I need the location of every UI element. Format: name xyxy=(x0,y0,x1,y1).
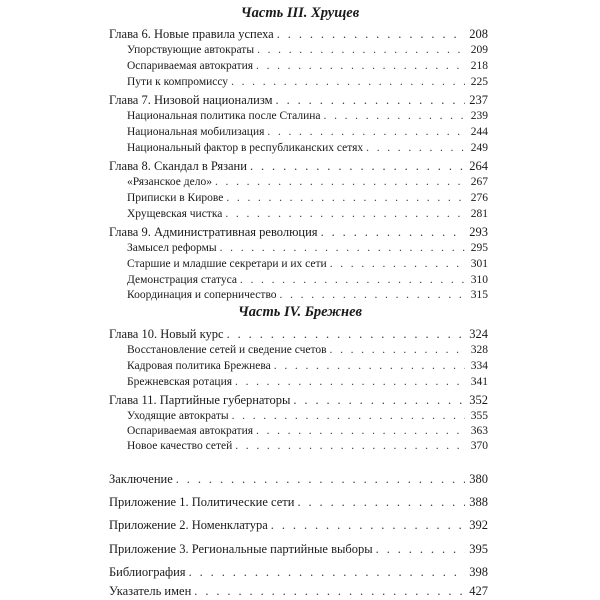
toc-page-number: 295 xyxy=(470,242,488,254)
toc-title: Оспариваемая автократия xyxy=(127,60,254,72)
toc-page-number: 264 xyxy=(469,159,488,173)
dot-leader xyxy=(235,437,465,455)
toc-back-matter[interactable] xyxy=(109,563,488,581)
toc-back-matter[interactable] xyxy=(109,516,488,534)
toc-page-number: 249 xyxy=(470,142,488,154)
toc-section[interactable] xyxy=(127,205,488,223)
toc-title: Кадровая политика Брежнева xyxy=(127,360,271,372)
dot-leader xyxy=(376,540,465,558)
toc-title: Старшие и младшие секретари и их сети xyxy=(127,258,327,270)
toc-title: Приписки в Кирове xyxy=(127,192,224,204)
dot-leader xyxy=(235,373,465,391)
toc-title: Координация и соперничество xyxy=(127,289,277,301)
toc-title: «Рязанское дело» xyxy=(127,176,212,188)
toc-title: Библиография xyxy=(109,565,186,579)
dot-leader xyxy=(176,470,465,488)
toc-title: Глава 7. Низовой национализм xyxy=(109,93,273,107)
toc-title: Национальный фактор в республиканских сетях xyxy=(127,142,364,154)
toc-title: Новое качество сетей xyxy=(127,440,233,452)
toc-page-number: 239 xyxy=(470,110,488,122)
dot-leader xyxy=(194,582,465,600)
toc-title: Национальная мобилизация xyxy=(127,126,265,138)
toc-title: Заключение xyxy=(109,472,173,486)
toc-title: Пути к компромиссу xyxy=(127,76,229,88)
toc-title: Глава 8. Скандал в Рязани xyxy=(109,159,247,173)
toc-title: Национальная политика после Сталина xyxy=(127,110,321,122)
toc-title: Демонстрация статуса xyxy=(127,274,237,286)
toc-title: Глава 10. Новый курс xyxy=(109,327,224,341)
toc-page-number: 301 xyxy=(470,258,488,270)
toc-title: Уходящие автократы xyxy=(127,410,229,422)
toc-page-number: 395 xyxy=(469,542,488,556)
toc-page-number: 352 xyxy=(469,393,488,407)
toc-section[interactable] xyxy=(127,373,488,391)
toc-title: Глава 11. Партийные губернаторы xyxy=(109,393,291,407)
toc-page-number: 208 xyxy=(469,27,488,41)
toc-section[interactable] xyxy=(127,139,488,157)
toc-title: Замысел реформы xyxy=(127,242,217,254)
toc-page-number: 328 xyxy=(470,344,488,356)
dot-leader xyxy=(271,516,465,534)
toc-page-number: 370 xyxy=(470,440,488,452)
toc-back-matter[interactable] xyxy=(109,540,488,558)
toc-page-number: 363 xyxy=(470,425,488,437)
toc-title: Указатель имен xyxy=(109,584,192,598)
part-heading: Часть III. Хрущев xyxy=(240,5,360,21)
toc-section[interactable] xyxy=(127,437,488,455)
toc-page-number: 267 xyxy=(470,176,488,188)
toc-page-number: 427 xyxy=(469,584,488,598)
toc-page-number: 293 xyxy=(469,225,488,239)
toc-page-number: 341 xyxy=(470,376,488,388)
toc-page-number: 244 xyxy=(470,126,488,138)
toc-page-number: 315 xyxy=(470,289,488,301)
toc-page-number: 392 xyxy=(469,518,488,532)
toc-page-number: 324 xyxy=(469,327,488,341)
toc-page-number: 388 xyxy=(469,495,488,509)
toc-title: Оспариваемая автократия xyxy=(127,425,254,437)
dot-leader xyxy=(297,493,465,511)
toc-title: Приложение 2. Номенклатура xyxy=(109,518,268,532)
toc-page-number: 281 xyxy=(470,208,488,220)
toc-page-number: 276 xyxy=(470,192,488,204)
toc-page-number: 237 xyxy=(469,93,488,107)
toc-title: Восстановление сетей и сведение счетов xyxy=(127,344,327,356)
toc-title: Упорствующие автократы xyxy=(127,44,255,56)
toc-title: Глава 6. Новые правила успеха xyxy=(109,27,274,41)
toc-page-number: 209 xyxy=(470,44,488,56)
dot-leader xyxy=(225,205,465,223)
toc-page-number: 218 xyxy=(470,60,488,72)
part-heading: Часть IV. Брежнев xyxy=(237,304,363,320)
toc-page-number: 310 xyxy=(470,274,488,286)
toc-page-number: 334 xyxy=(470,360,488,372)
toc-title: Брежневская ротация xyxy=(127,376,233,388)
toc-page-number: 380 xyxy=(469,472,488,486)
dot-leader xyxy=(231,73,465,91)
toc-page-number: 355 xyxy=(470,410,488,422)
toc-section[interactable] xyxy=(127,73,488,91)
toc-title: Хрущевская чистка xyxy=(127,208,223,220)
toc-page-number: 225 xyxy=(470,76,488,88)
toc-back-matter[interactable] xyxy=(109,582,488,600)
dot-leader xyxy=(189,563,465,581)
toc-page-number: 398 xyxy=(469,565,488,579)
toc-title: Приложение 3. Региональные партийные выборы xyxy=(109,542,373,556)
toc-back-matter[interactable] xyxy=(109,470,488,488)
toc-title: Глава 9. Административная революция xyxy=(109,225,318,239)
dot-leader xyxy=(366,139,465,157)
toc-title: Приложение 1. Политические сети xyxy=(109,495,295,509)
toc-back-matter[interactable] xyxy=(109,493,488,511)
